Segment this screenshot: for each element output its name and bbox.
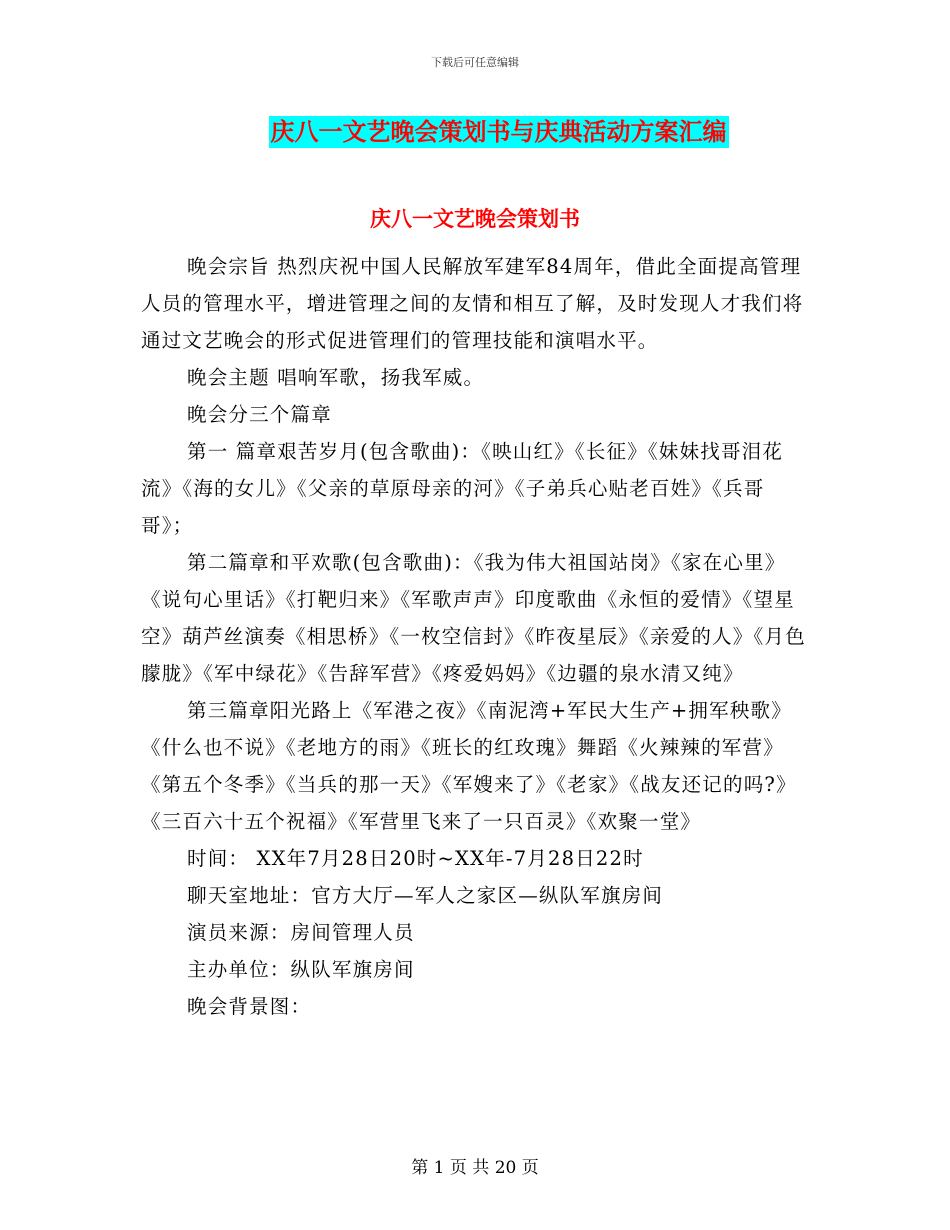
paragraph-time: 时间： XX年7月28日20时~XX年-7月28日22时	[187, 847, 644, 870]
document-body	[141, 248, 811, 1025]
paragraph-address: 聊天室地址：官方大厅—军人之家区—纵队军旗房间	[187, 884, 664, 907]
paragraph-background: 晚会背景图：	[187, 995, 312, 1018]
header-note: 下载后可任意编辑	[431, 56, 519, 69]
paragraph-theme: 晚会主题 唱响军歌，扬我军威。	[187, 366, 485, 389]
paragraph-purpose: 晚会宗旨 热烈庆祝中国人民解放军建军84周年，借此全面提高管理人员的管理水平，增进管理之间的友情和相互了解，及时发现人才我们将通过文艺晚会的形式促进管理们的管理技能和演唱水平。	[141, 255, 804, 352]
paragraph-chapter-1: 第一 篇章艰苦岁月(包含歌曲)：《映山红》《长征》《妹妹找哥泪花流》《海的女儿》《父亲的草原母亲的河》《子弟兵心贴老百姓》《兵哥哥》；	[141, 440, 784, 537]
document-title-text: 庆八一文艺晚会策划书与庆典活动方案汇编	[270, 118, 727, 146]
paragraph-performers: 演员来源：房间管理人员	[187, 921, 415, 944]
document-title	[0, 112, 950, 147]
paragraph-organizer: 主办单位：纵队军旗房间	[187, 958, 415, 981]
section-title: 庆八一文艺晚会策划书	[370, 207, 580, 231]
paragraph-chapter-3: 第三篇章阳光路上《军港之夜》《南泥湾+军民大生产+拥军秧歌》《什么也不说》《老地方的雨》《班长的红玫瑰》舞蹈《火辣辣的军营》《第五个冬季》《当兵的那一天》《军嫂来了》《老家》《战友还记的吗?》《三百六十五个祝福》《军营里飞来了一只百灵》《欢聚一堂》	[141, 699, 797, 833]
paragraph-chapter-2: 第二篇章和平欢歌(包含歌曲)：《我为伟大祖国站岗》《家在心里》《说句心里话》《打靶归来》《军歌声声》印度歌曲《永恒的爱情》《望星空》葫芦丝演奏《相思桥》《一枚空信封》《昨夜星辰》《亲爱的人》《月色朦胧》《军中绿花》《告辞军营》《疼爱妈妈》《边疆的泉水清又纯》	[141, 551, 806, 685]
page-footer: 第 1 页 共 20 页	[411, 1158, 539, 1178]
paragraph-chapters-intro: 晚会分三个篇章	[187, 403, 332, 426]
